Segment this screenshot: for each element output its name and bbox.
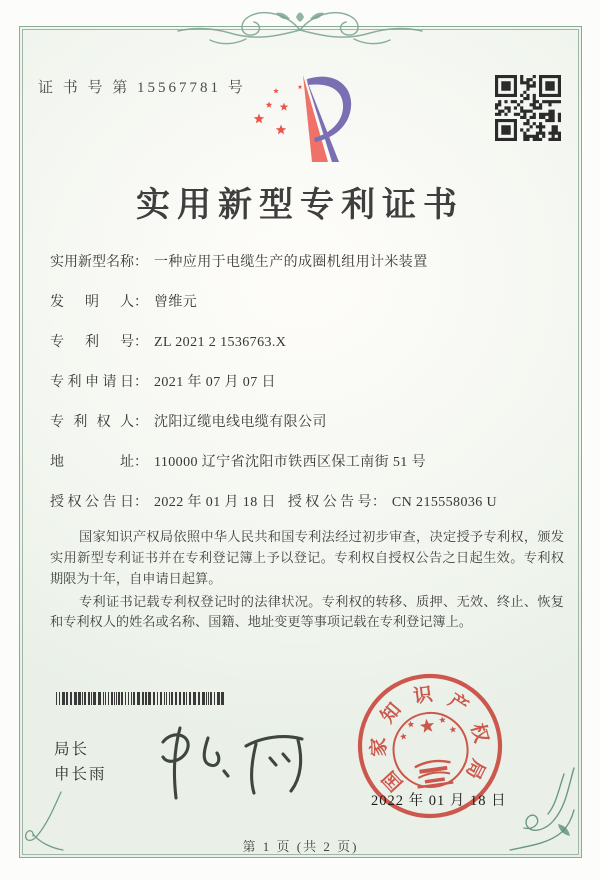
- field-label: 发明人: [50, 295, 134, 310]
- grant-date-label: 授权公告日: [50, 495, 134, 510]
- cnipa-logo: [250, 62, 354, 166]
- legal-text: [50, 527, 564, 635]
- top-border-flourish: [164, 3, 436, 49]
- page-number: 第 1 页 (共 2 页): [242, 839, 359, 854]
- seal-date: 2022 年 01 月 18 日: [371, 793, 507, 809]
- logo-stars: [254, 85, 303, 135]
- svg-text:权: 权: [466, 721, 492, 746]
- field-value: 曾维元: [154, 295, 198, 310]
- grant-number-value: CN 215558036 U: [391, 495, 498, 510]
- field-colon: ：: [134, 375, 148, 390]
- grant-number-label: 授权公告号: [287, 495, 372, 510]
- qr-code: [495, 75, 561, 141]
- svg-text:局: 局: [461, 755, 489, 783]
- field-value: 沈阳辽缆电线电缆有限公司: [154, 415, 327, 430]
- field-row-filing-date: [50, 372, 570, 393]
- field-colon: ：: [134, 495, 148, 510]
- logo-spike-red: [303, 75, 328, 162]
- svg-text:国: 国: [378, 766, 408, 795]
- director-block: [54, 737, 107, 787]
- svg-text:家: 家: [368, 737, 391, 757]
- legal-paragraph-1: 国家知识产权局依照中华人民共和国专利法经过初步审查，决定授予专利权，颁发实用新型专利证书并在专利登记簿上予以登记。专利权自授权公告之日起生效。专利权期限为十年，自申请日起算。: [50, 529, 564, 586]
- field-row-patent-number: [50, 332, 570, 353]
- svg-text:产: 产: [444, 689, 472, 718]
- field-label: 地址: [50, 455, 134, 470]
- grant-date-value: 2022 年 01 月 18 日: [154, 495, 276, 510]
- field-colon: ：: [371, 495, 387, 510]
- field-list: [50, 252, 570, 532]
- field-row-name: [50, 252, 570, 273]
- director-name: 申长雨: [54, 766, 107, 783]
- field-value: 2021 年 07 月 07 日: [154, 375, 276, 390]
- field-label: 实用新型名称: [50, 255, 134, 270]
- director-title: 局长: [54, 741, 90, 758]
- svg-text:知: 知: [377, 699, 406, 728]
- field-row-inventor: [50, 292, 570, 313]
- field-colon: ：: [134, 335, 148, 350]
- page-title: 实用新型专利证书: [136, 187, 464, 224]
- field-row-patentee: [50, 412, 570, 433]
- field-row-address: [50, 452, 570, 473]
- field-label: 专利申请日: [50, 375, 134, 390]
- barcode: [56, 692, 224, 705]
- field-value: ZL 2021 2 1536763.X: [154, 335, 287, 350]
- certificate-number: 证 书 号 第 15567781 号: [38, 80, 246, 96]
- field-value: 110000 辽宁省沈阳市铁西区保工南街 51 号: [154, 455, 426, 470]
- field-row-grant: [50, 492, 570, 513]
- field-label: 专利号: [50, 335, 134, 350]
- legal-paragraph-2: 专利证书记载专利权登记时的法律状况。专利权的转移、质押、无效、终止、恢复和专利权人的姓名或名称、国籍、地址变更等事项记载在专利登记簿上。: [50, 593, 564, 630]
- field-colon: ：: [134, 255, 148, 270]
- svg-text:识: 识: [412, 684, 434, 708]
- field-colon: ：: [134, 415, 148, 430]
- handwritten-signature: [150, 714, 325, 806]
- field-label: 专利权人: [50, 415, 134, 430]
- field-value: 一种应用于电缆生产的成圈机组用计米装置: [154, 255, 428, 270]
- field-colon: ：: [134, 295, 148, 310]
- field-colon: ：: [134, 455, 148, 470]
